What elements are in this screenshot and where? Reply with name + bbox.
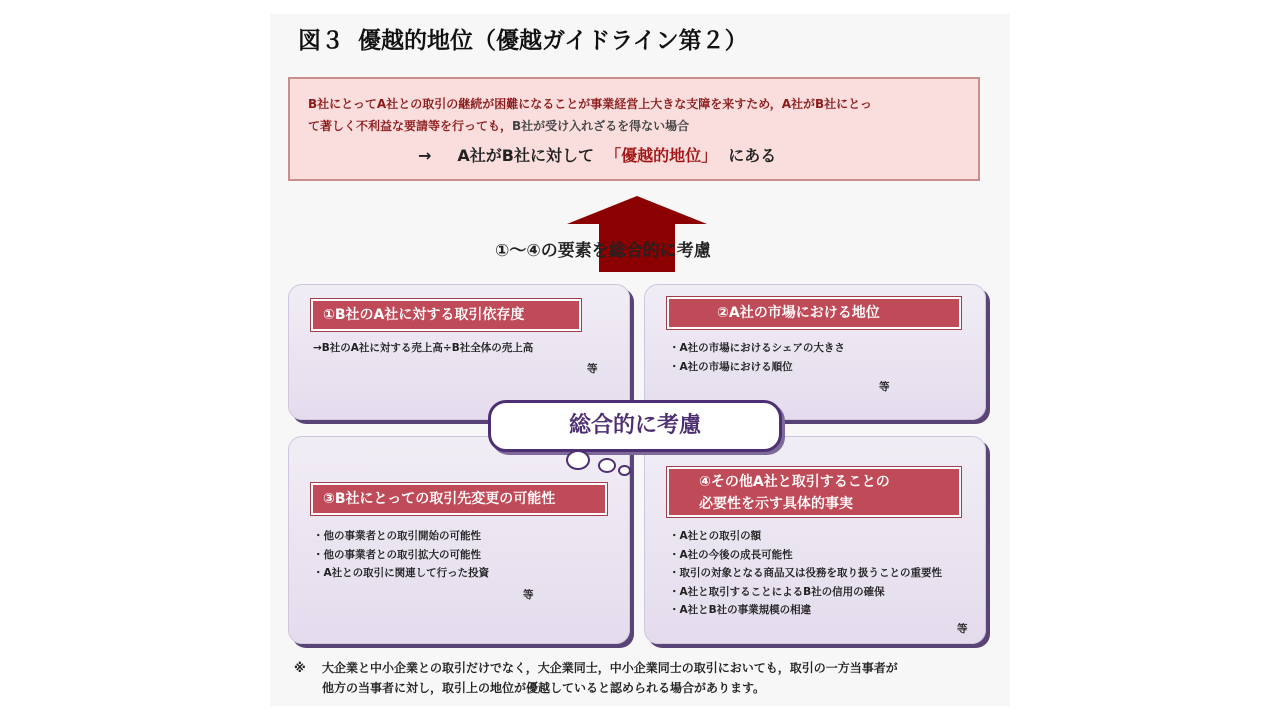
definition-line-1: B社にとってA社との取引の継続が困難になることが事業経営上大きな支障を来すため，A社がB社にとっ bbox=[308, 97, 872, 111]
quadrant-1-header: ①B社のA社に対する取引依存度 bbox=[311, 299, 581, 331]
definition-text bbox=[308, 93, 964, 137]
up-arrow-icon bbox=[565, 194, 709, 274]
quadrant-4-etc: 等 bbox=[957, 623, 968, 635]
figure-title bbox=[298, 22, 748, 55]
footnote-line-2: 他方の当事者に対し，取引上の地位が優越していると認められる場合があります。 bbox=[322, 681, 766, 695]
list-item: ・他の事業者との取引開始の可能性 bbox=[313, 530, 481, 542]
quadrant-4-header-line-1: ④その他A社と取引することの bbox=[699, 474, 890, 490]
quadrant-3-list bbox=[313, 527, 489, 583]
quadrant-2-etc: 等 bbox=[879, 381, 890, 393]
footnote-mark: ※ bbox=[294, 661, 306, 675]
quadrant-2-header: ②A社の市場における地位 bbox=[667, 297, 961, 329]
quadrant-3-etc: 等 bbox=[523, 589, 534, 601]
list-item: ・A社の今後の成長可能性 bbox=[669, 548, 793, 561]
list-item: ・A社とB社の事業規模の相違 bbox=[669, 604, 812, 616]
conclusion-pre: A社がB社に対して bbox=[457, 146, 594, 165]
conclusion-post: にある bbox=[728, 146, 777, 165]
list-item: ・取引の対象となる商品又は役務を取り扱うことの重要性 bbox=[669, 567, 942, 579]
center-bubble: 総合的に考慮 bbox=[488, 400, 782, 452]
figure-label: 図３ bbox=[298, 28, 344, 54]
consider-label: ①～④の要素を総合的に考慮 bbox=[495, 241, 711, 261]
bubble-tail-dot bbox=[598, 458, 616, 473]
list-item: ・A社との取引に関連して行った投資 bbox=[313, 567, 490, 579]
bubble-tail-dot bbox=[566, 450, 590, 470]
quadrant-1-list bbox=[313, 339, 533, 358]
list-item: ・他の事業者との取引拡大の可能性 bbox=[313, 548, 481, 561]
definition-line-2: て著しく不利益な要請等を行っても， bbox=[308, 119, 513, 133]
quadrant-4-list bbox=[669, 527, 942, 620]
quadrant-4 bbox=[644, 436, 986, 644]
definition-conclusion bbox=[418, 143, 776, 166]
figure-title-text: 優越的地位（優越ガイドライン第２） bbox=[358, 28, 748, 54]
conclusion-highlight: 「優越的地位」 bbox=[605, 146, 718, 165]
diagram-canvas bbox=[270, 14, 1010, 706]
quadrant-4-header bbox=[667, 467, 961, 517]
list-item: →B社のA社に対する売上高÷B社全体の売上高 bbox=[313, 342, 534, 354]
footnote bbox=[294, 658, 994, 698]
list-item: ・A社との取引の額 bbox=[669, 530, 762, 542]
definition-line-2-dark: B社が受け入れざるを得ない場合 bbox=[512, 119, 690, 133]
list-item: ・A社の市場におけるシェアの大きさ bbox=[669, 342, 845, 354]
right-arrow-icon: → bbox=[418, 146, 432, 165]
list-item: ・A社の市場における順位 bbox=[669, 360, 793, 373]
quadrant-2-list bbox=[669, 339, 845, 376]
footnote-line-1: 大企業と中小企業との取引だけでなく，大企業同士，中小企業同士の取引においても，取引の一方当事者が bbox=[322, 661, 898, 675]
quadrant-1-etc: 等 bbox=[587, 363, 598, 375]
list-item: ・A社と取引することによるB社の信用の確保 bbox=[669, 585, 885, 598]
quadrant-3-header: ③B社にとっての取引先変更の可能性 bbox=[311, 483, 607, 515]
bubble-tail-dot bbox=[618, 465, 631, 476]
quadrant-4-header-line-2: 必要性を示す具体的事実 bbox=[699, 496, 853, 512]
definition-box bbox=[288, 77, 980, 181]
